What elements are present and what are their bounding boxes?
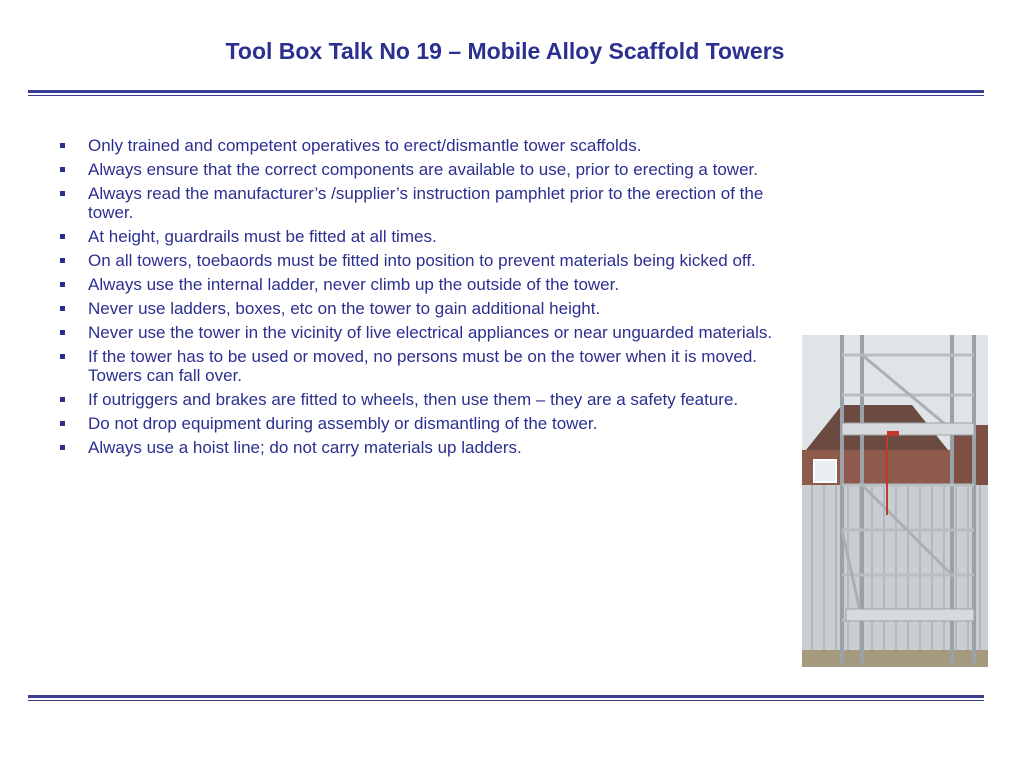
list-item: Always ensure that the correct components are available to use, prior to erecting a tower. [60,160,800,179]
list-item: Only trained and competent operatives to erect/dismantle tower scaffolds. [60,136,800,155]
list-item: If the tower has to be used or moved, no persons must be on the tower when it is moved. Towers can fall over. [60,347,800,385]
list-item: Do not drop equipment during assembly or dismantling of the tower. [60,414,800,433]
list-item: On all towers, toebaords must be fitted into position to prevent materials being kicked off. [60,251,800,270]
list-item: If outriggers and brakes are fitted to wheels, then use them – they are a safety feature. [60,390,800,409]
list-item: Always use the internal ladder, never climb up the outside of the tower. [60,275,800,294]
bullet-list [60,136,800,462]
top-divider [28,90,984,96]
bottom-divider [28,695,984,701]
list-item: At height, guardrails must be fitted at all times. [60,227,800,246]
list-item: Always read the manufacturer’s /supplier’s instruction pamphlet prior to the erection of the tower. [60,184,800,222]
list-item: Never use the tower in the vicinity of live electrical appliances or near unguarded materials. [60,323,800,342]
list-item: Always use a hoist line; do not carry materials up ladders. [60,438,800,457]
list-item: Never use ladders, boxes, etc on the tower to gain additional height. [60,299,800,318]
scaffold-tower-photo [802,335,988,667]
slide-title: Tool Box Talk No 19 – Mobile Alloy Scaffold Towers [225,38,785,64]
